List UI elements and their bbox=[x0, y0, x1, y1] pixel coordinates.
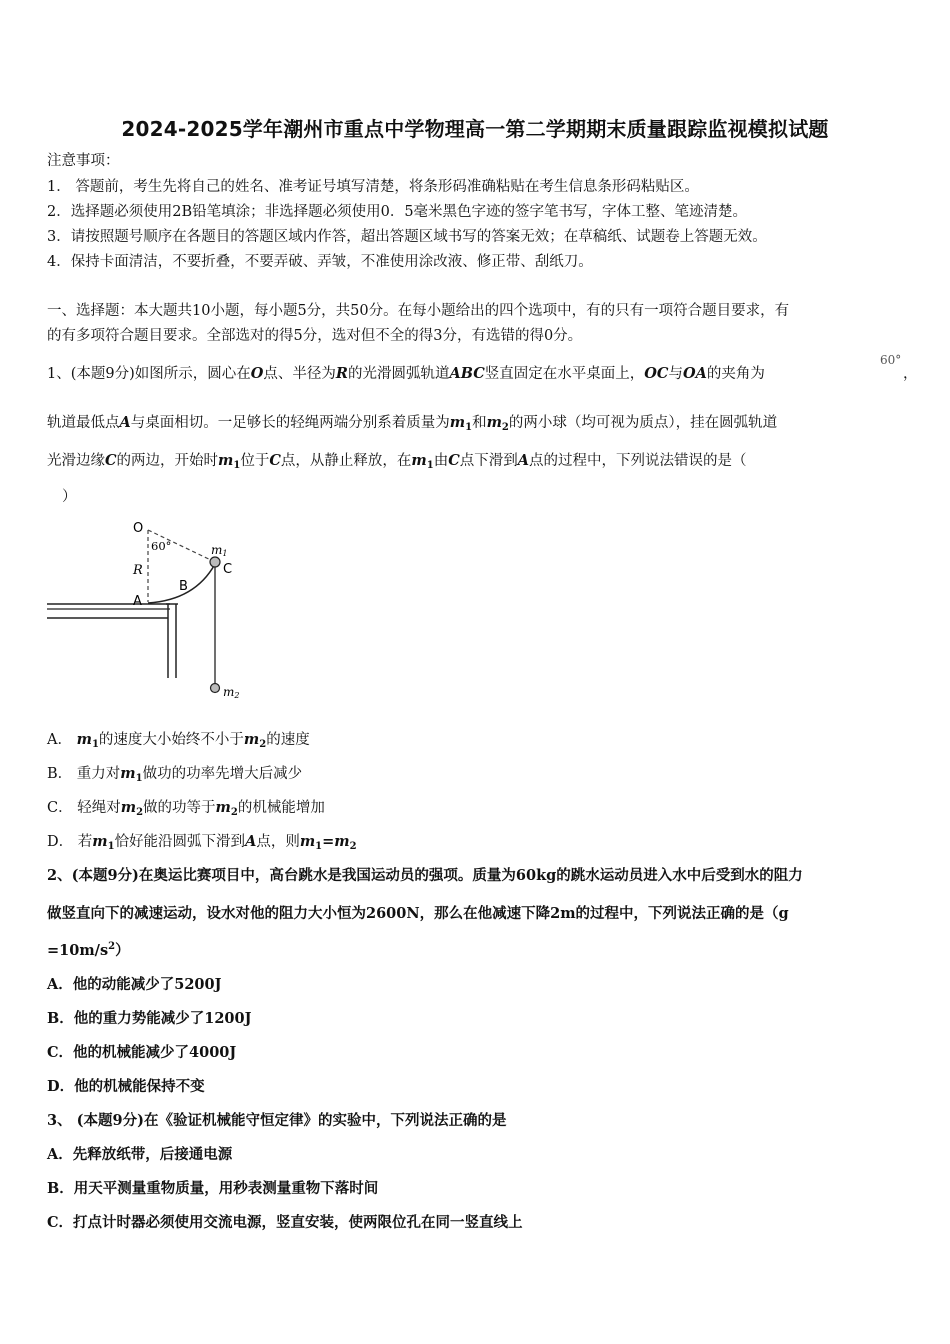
label-m2: m2 bbox=[223, 685, 240, 700]
label-angle: 60° bbox=[151, 539, 172, 553]
q1-angle-value: 60° bbox=[880, 353, 902, 367]
section-intro-line2: 的有多项符合题目要求。全部选对的得5分，选对但不全的得3分，有选错的得0分。 bbox=[47, 328, 583, 344]
q2-option-d: D．他的机械能保持不变 bbox=[47, 1078, 205, 1095]
label-b: B bbox=[179, 579, 188, 594]
section-intro-line1: 一、选择题：本大题共10小题，每小题5分，共50分。在每小题给出的四个选项中，有的只有一项符合题目要求，有 bbox=[47, 303, 790, 319]
notice-item: 3．请按照题号顺序在各题目的答题区域内作答，超出答题区域书写的答案无效；在草稿纸、试题卷上答题无效。 bbox=[47, 229, 767, 245]
q1-stem-line1: 1、(本题9分)如图所示，圆心在O点、半径为R的光滑圆弧轨道ABC竖直固定在水平桌面上，OC与OA的夹角为 bbox=[47, 365, 765, 382]
label-r: R bbox=[133, 563, 143, 578]
notice-heading: 注意事项： bbox=[47, 153, 120, 169]
q1-figure bbox=[45, 512, 255, 702]
q1-stem-line2: 轨道最低点A与桌面相切。一足够长的轻绳两端分别系着质量为$m_1$和$m_2$的两小球（均可视为质点），挂在圆弧轨道 bbox=[47, 414, 778, 433]
notice-item: 4．保持卡面清洁，不要折叠，不要弄破、弄皱，不准使用涂改液、修正带、刮纸刀。 bbox=[47, 254, 593, 270]
q2-stem-line3: $=10m/s^2$） bbox=[47, 941, 130, 959]
q2-stem-line1: 2、(本题9分)在奥运比赛项目中，高台跳水是我国运动员的强项。质量为60kg的跳水运动员进入水中后受到水的阻力 bbox=[47, 867, 803, 884]
label-c: C bbox=[223, 562, 233, 577]
label-m1: m1 bbox=[211, 543, 228, 558]
ball-m2 bbox=[211, 684, 220, 693]
q3-stem: 3、 (本题9分)在《验证机械能守恒定律》的实验中，下列说法正确的是 bbox=[47, 1112, 507, 1129]
q2-option-c: C．他的机械能减少了4000J bbox=[47, 1044, 237, 1061]
q2-option-a: A．他的动能减少了5200J bbox=[47, 976, 222, 993]
q1-option-b: B． 重力对$m_1$做功的功率先增大后减少 bbox=[47, 765, 303, 784]
q1-stem-line4: ） bbox=[62, 489, 77, 505]
q2-option-b: B．他的重力势能减少了1200J bbox=[47, 1010, 252, 1027]
q3-option-a: A．先释放纸带，后接通电源 bbox=[47, 1146, 233, 1163]
q2-stem-line2: 做竖直向下的减速运动，设水对他的阻力大小恒为2600N，那么在他减速下降2m的过程中，下列说法正确的是（g bbox=[47, 905, 789, 922]
ball-m1 bbox=[210, 557, 220, 567]
q1-stem-line3: 光滑边缘C的两边，开始时$m_1$位于C点，从静止释放，在$m_1$由C点下滑到A点的过程中，下列说法错误的是（ bbox=[47, 452, 747, 471]
q1-option-c: C． 轻绳对$m_2$做的功等于$m_2$的机械能增加 bbox=[47, 799, 325, 818]
q1-option-a: A． $m_1$的速度大小始终不小于$m_2$的速度 bbox=[47, 731, 310, 750]
notice-item: 2．选择题必须使用2B铅笔填涂；非选择题必须使用0．5毫米黑色字迹的签字笔书写，字体工整、笔迹清楚。 bbox=[47, 204, 748, 220]
q1-option-d: D． 若$m_1$恰好能沿圆弧下滑到A点，则$m_1=m_2$ bbox=[47, 833, 357, 852]
q3-option-b: B．用天平测量重物质量，用秒表测量重物下落时间 bbox=[47, 1180, 379, 1197]
label-o: O bbox=[133, 521, 144, 536]
label-a: A bbox=[133, 594, 142, 609]
q1-comma: ， bbox=[903, 366, 918, 382]
page-title: 2024-2025学年潮州市重点中学物理高一第二学期期末质量跟踪监视模拟试题 bbox=[121, 117, 829, 141]
q3-option-c: C．打点计时器必须使用交流电源，竖直安装，使两限位孔在同一竖直线上 bbox=[47, 1214, 523, 1231]
notice-item: 1． 答题前，考生先将自己的姓名、准考证号填写清楚，将条形码准确粘贴在考生信息条形码粘贴区。 bbox=[47, 179, 699, 195]
